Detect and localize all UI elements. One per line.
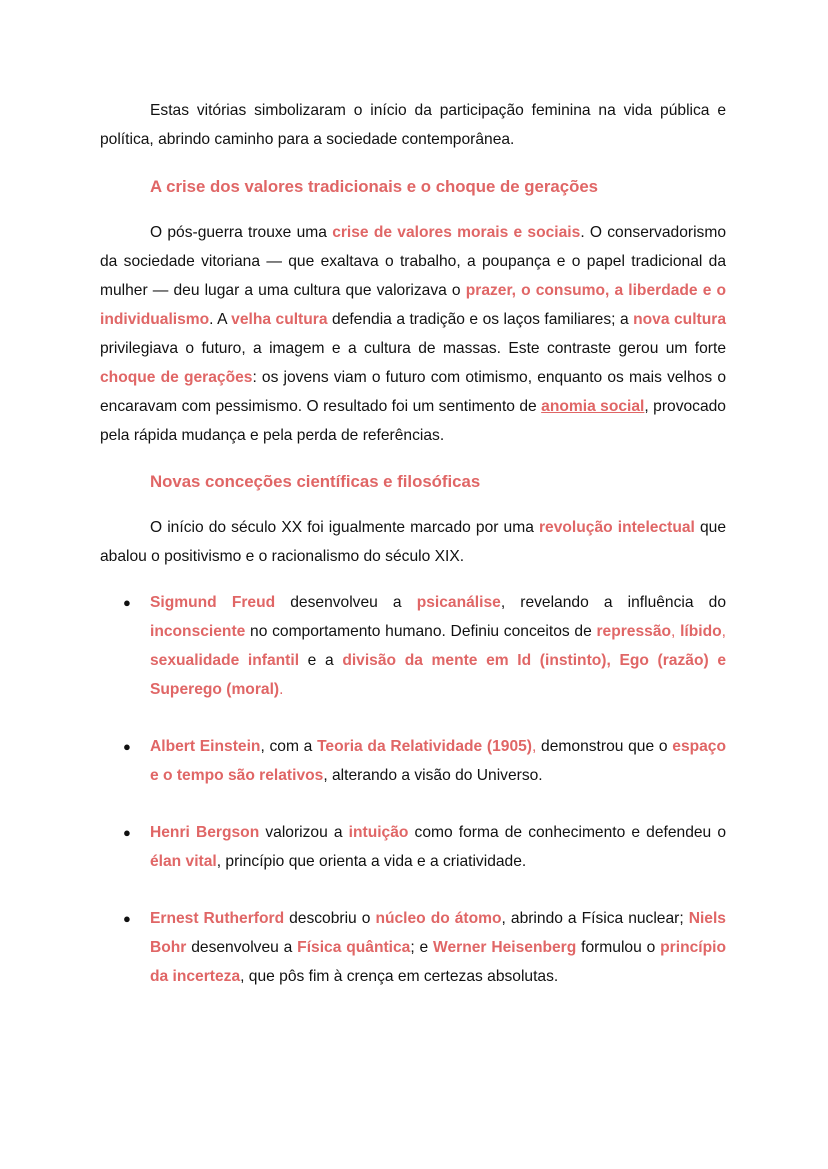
paragraph-crise: O pós-guerra trouxe uma crise de valores morais e sociais. O conservadorismo da sociedade vitoriana — que exaltava o trabalho, a poupança e o papel tradicional da mulher — deu lugar a uma cultura que valorizava o prazer, o consumo, a liberdade e o individualismo. A velha cultura defendia a tradição e os laços familiares; a nova cultura privilegiava o futuro, a imagem e a cultura de massas. Este contraste gerou um forte choque de gerações: os jovens viam o futuro com otimismo, enquanto os mais velhos o encaravam com pessimismo. O resultado foi um sentimento de anomia social, provocado pela rápida mudança e pela perda de referências.: [100, 224, 726, 444]
bullet-icon: ●: [123, 825, 131, 840]
list-item-freud: ● Sigmund Freud desenvolveu a psicanálise, revelando a influência do inconsciente no comportamento humano. Definiu conceitos de repressão, líbido, sexualidade infantil e a divisão da mente em Id (instinto), Ego (razão) e Superego (moral).: [100, 588, 726, 704]
heading-crise-valores: A crise dos valores tradicionais e o choque de gerações: [150, 177, 598, 196]
list-item-einstein: ● Albert Einstein, com a Teoria da Relatividade (1905), demonstrou que o espaço e o tempo são relativos, alterando a visão do Universo.: [100, 732, 726, 790]
list-item-bergson: ● Henri Bergson valorizou a intuição como forma de conhecimento e defendeu o élan vital, princípio que orienta a vida e a criatividade.: [100, 818, 726, 876]
bullet-icon: ●: [123, 911, 131, 926]
paragraph-intro: Estas vitórias simbolizaram o início da participação feminina na vida pública e política, abrindo caminho para a sociedade contemporânea.: [100, 102, 726, 148]
highlight-velha-cultura: velha cultura: [231, 311, 328, 328]
heading-novas-concecoes: Novas conceções científicas e filosóficas: [150, 472, 481, 491]
document-page: [100, 96, 726, 1019]
list-item-rutherford-bohr-heisenberg: ● Ernest Rutherford descobriu o núcleo do átomo, abrindo a Física nuclear; Niels Bohr desenvolveu a Física quântica; e Werner Heisenberg formulou o princípio da incerteza, que pôs fim à crença em certezas absolutas.: [100, 904, 726, 991]
highlight-revolucao-intelectual: revolução intelectual: [538, 519, 695, 536]
highlight-nova-cultura: nova cultura: [633, 311, 726, 328]
paragraph-seculo-xx: O início do século XX foi igualmente marcado por uma revolução intelectual que abalou o positivismo e o racionalismo do século XIX.: [100, 519, 726, 565]
highlight-prazer-consumo: prazer, o consumo, a liberdade e o individualismo: [100, 282, 726, 328]
bullet-icon: ●: [123, 739, 131, 754]
bullet-icon: ●: [123, 595, 131, 610]
highlight-choque-geracoes: choque de gerações: [100, 369, 253, 386]
bullet-list-scientists: [100, 588, 726, 991]
link-anomia-social[interactable]: anomia social: [541, 398, 645, 415]
highlight-crise-valores: crise de valores morais e sociais: [332, 224, 581, 241]
